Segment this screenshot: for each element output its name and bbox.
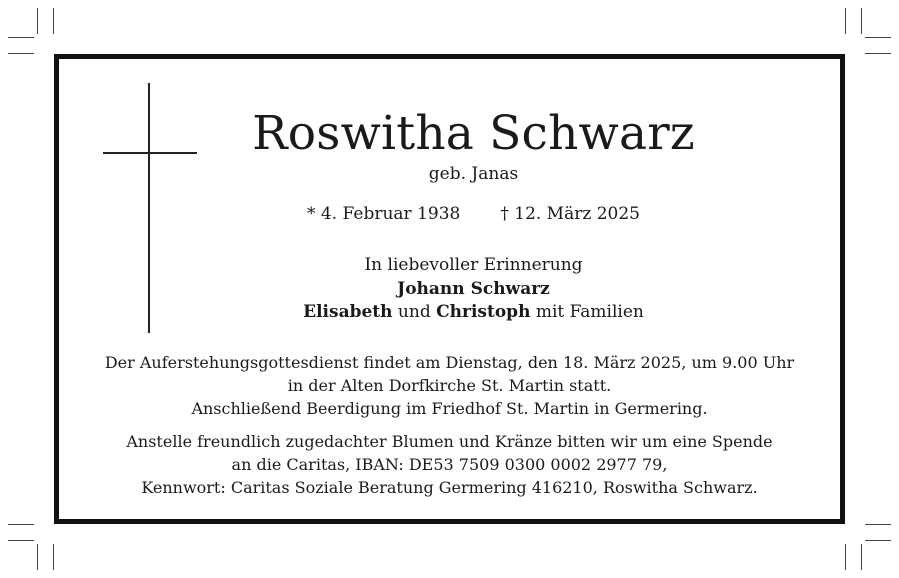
crop-mark xyxy=(53,544,54,570)
crop-mark xyxy=(845,8,846,34)
life-dates xyxy=(24,203,899,225)
crop-mark xyxy=(865,524,891,525)
mourner-children xyxy=(24,301,899,324)
mourner-spouse: Johann Schwarz xyxy=(397,279,550,299)
memory-line: In liebevoller Erinnerung xyxy=(364,255,583,275)
crop-mark xyxy=(8,37,34,38)
donation-reference: Kennwort: Caritas Soziale Beratung Germering 416210, Roswitha Schwarz. xyxy=(141,478,758,497)
crop-mark xyxy=(865,53,891,54)
mourner-child-2: Christoph xyxy=(436,302,531,322)
death-date: † 12. März 2025 xyxy=(500,204,640,224)
donation-line: Anstelle freundlich zugedachter Blumen und Kränze bitten wir um eine Spende xyxy=(126,432,773,451)
service-line: in der Alten Dorfkirche St. Martin statt. xyxy=(287,376,612,395)
birth-date: * 4. Februar 1938 xyxy=(307,204,461,224)
service-line: Der Auferstehungsgottesdienst findet am Dienstag, den 18. März 2025, um 9.00 Uhr xyxy=(104,353,795,372)
crop-mark xyxy=(8,524,34,525)
crop-mark xyxy=(861,8,862,34)
crop-mark xyxy=(53,8,54,34)
crop-mark xyxy=(8,53,34,54)
mourner-child-1: Elisabeth xyxy=(303,302,393,322)
crop-mark xyxy=(865,540,891,541)
crop-mark xyxy=(865,37,891,38)
crop-mark xyxy=(37,544,38,570)
mourner-suffix: mit Familien xyxy=(535,302,644,322)
crop-mark xyxy=(8,540,34,541)
crop-mark xyxy=(37,8,38,34)
mourner-conjunction: und xyxy=(397,302,431,322)
crop-mark xyxy=(845,544,846,570)
burial-line: Anschließend Beerdigung im Friedhof St. Martin in Germering. xyxy=(191,399,708,418)
deceased-name: Roswitha Schwarz xyxy=(252,106,695,161)
maiden-name: geb. Janas xyxy=(428,164,519,184)
crop-mark xyxy=(861,544,862,570)
donation-iban: an die Caritas, IBAN: DE53 7509 0300 0002 2977 79, xyxy=(231,455,668,474)
